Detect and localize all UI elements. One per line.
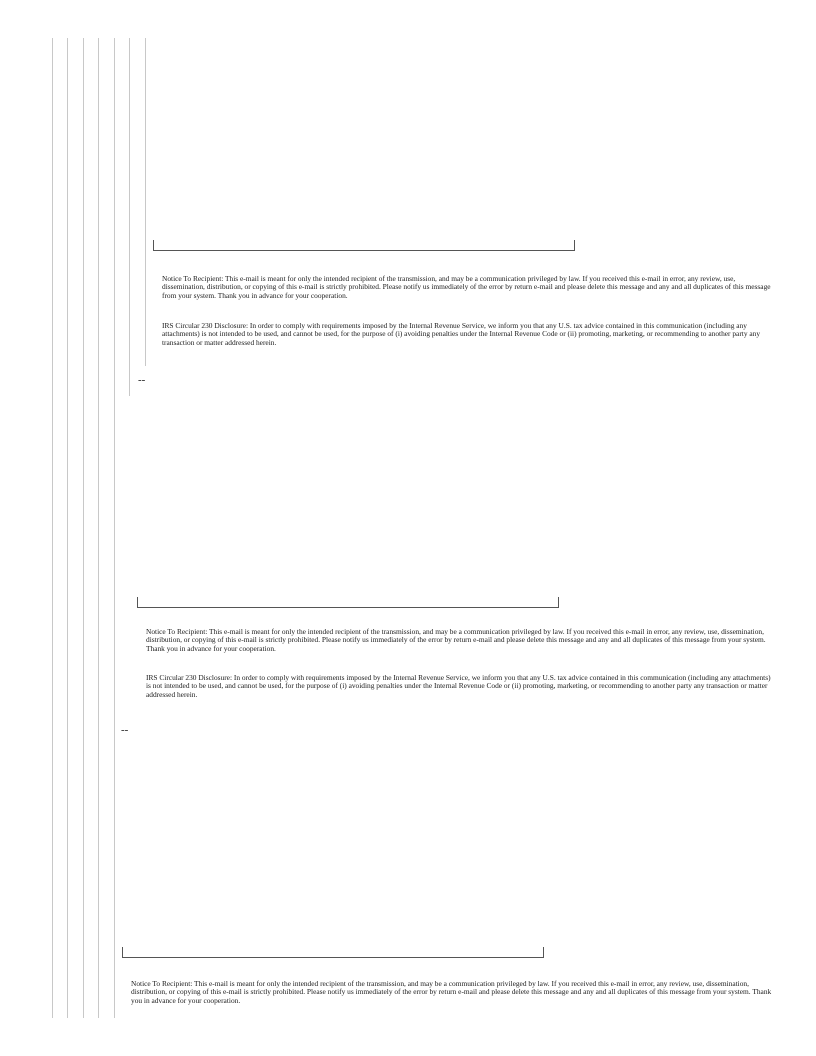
signature-separator: -- — [138, 374, 146, 386]
quote-line — [129, 38, 130, 396]
irs-disclosure: IRS Circular 230 Disclosure: In order to comply with requirements imposed by the Internal Revenue Service, we inform you that any U.S. tax advice contained in this communication (including any attachments) is not intended to be used, and cannot be used, for the purpose of (i) avoiding penalties under the Internal Revenue Code or (ii) promoting, marketing, or recommending to another party any transaction or matter addressed herein. — [162, 321, 761, 347]
quote-line — [114, 38, 115, 1018]
notice-to-recipient: Notice To Recipient: This e-mail is meant for only the intended recipient of the transmission, and may be a communication privileged by law. If you received this e-mail in error, any review, use, dissemination, distribution, or copying of this e-mail is strictly prohibited. Please notify us immediately of the error by return e-mail and please delete this message and any and all duplicates of this message from your system. Thank you in advance for your cooperation. — [146, 627, 766, 653]
quote-line — [98, 38, 99, 1018]
signature-box — [137, 597, 559, 608]
signature-box — [122, 947, 544, 958]
notice-to-recipient: Notice To Recipient: This e-mail is meant for only the intended recipient of the transmission, and may be a communication privileged by law. If you received this e-mail in error, any review, use, dissemination, distribution, or copying of this e-mail is strictly prohibited. Please notify us immediately of the error by return e-mail and please delete this message and any and all duplicates of this message from your system. Thank you in advance for your cooperation. — [162, 274, 771, 300]
quote-line — [52, 38, 53, 1018]
notice-to-recipient: Notice To Recipient: This e-mail is meant for only the intended recipient of the transmission, and may be a communication privileged by law. If you received this e-mail in error, any review, use, dissemination, distribution, or copying of this e-mail is strictly prohibited. Please notify us immediately of the error by return e-mail and please delete this message and any and all duplicates of this message from your system. Thank you in advance for your cooperation. — [131, 979, 772, 1005]
signature-separator: -- — [121, 724, 129, 736]
quote-line — [145, 38, 146, 366]
quote-line — [67, 38, 68, 1018]
quote-line — [83, 38, 84, 1018]
irs-disclosure: IRS Circular 230 Disclosure: In order to comply with requirements imposed by the Internal Revenue Service, we inform you that any U.S. tax advice contained in this communication (including any attachments) is not intended to be used, and cannot be used, for the purpose of (i) avoiding penalties under the Internal Revenue Code or (ii) promoting, marketing, or recommending to another party any transaction or matter addressed herein. — [146, 673, 771, 699]
signature-box — [153, 240, 575, 251]
